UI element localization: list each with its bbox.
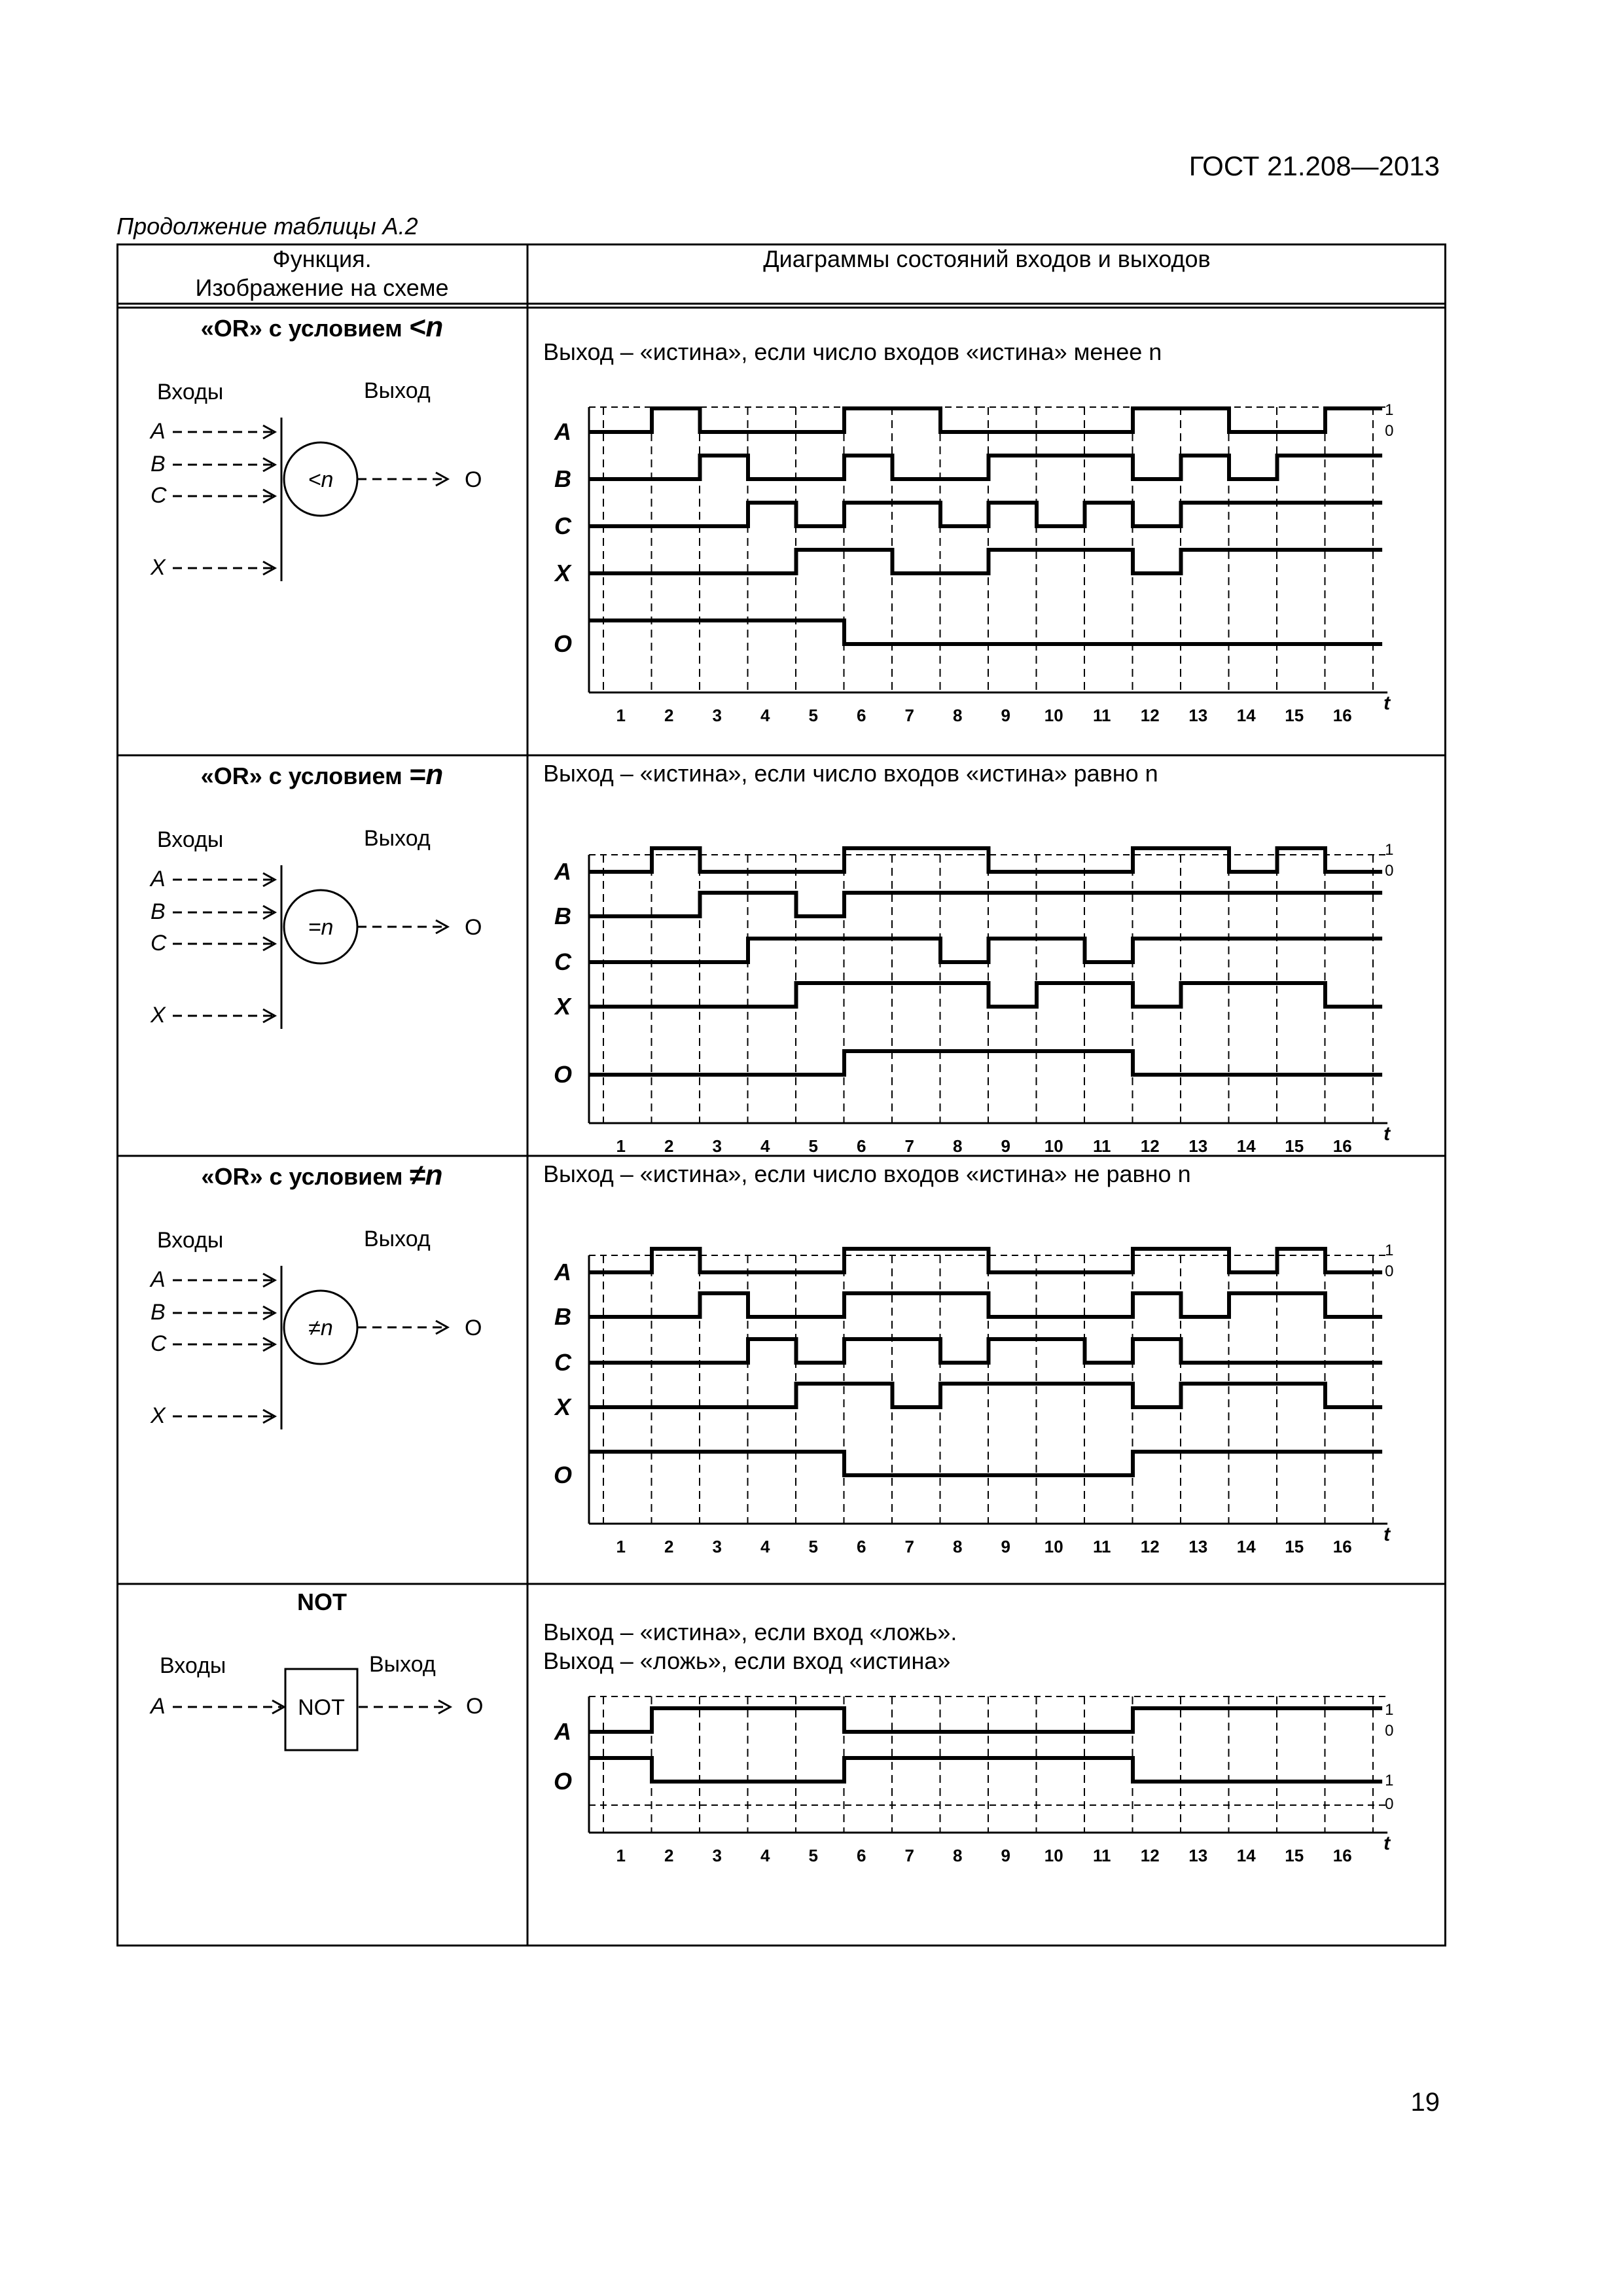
- level-1-label: 1: [1385, 1242, 1394, 1259]
- input-letter: C: [151, 1331, 167, 1356]
- tick-label: 16: [1332, 1846, 1352, 1865]
- tick-label: 15: [1285, 1537, 1304, 1556]
- tick-label: 12: [1140, 1537, 1160, 1556]
- gate-diagram: [149, 826, 482, 1029]
- tick-label: 14: [1236, 1846, 1256, 1865]
- signal-label-X: X: [554, 560, 571, 586]
- tick-label: 15: [1285, 1846, 1304, 1865]
- signal-label-A: A: [554, 418, 571, 445]
- signal-trace-O: [589, 1452, 1382, 1475]
- tick-label: 11: [1093, 706, 1111, 725]
- signal-label-A: A: [554, 858, 571, 885]
- timing-diagram: [554, 841, 1393, 1156]
- tick-label: 5: [808, 1136, 818, 1156]
- axis-t-label: t: [1383, 1833, 1391, 1854]
- output-letter: O: [465, 467, 482, 492]
- tick-label: 5: [808, 706, 818, 725]
- row-or-equal: [149, 759, 1393, 1156]
- header-col1-line2: Изображение на схеме: [195, 274, 449, 301]
- signal-trace-O: [589, 1758, 1382, 1782]
- table-frame: [116, 243, 1446, 1946]
- signal-label-O: O: [553, 630, 573, 657]
- level-0-label: 0: [1385, 862, 1394, 880]
- output-letter: O: [465, 915, 482, 940]
- input-letter: X: [151, 555, 166, 580]
- tick-label: 2: [664, 1136, 674, 1156]
- signal-label-C: C: [554, 512, 571, 539]
- timing-diagram: [554, 401, 1393, 725]
- signal-trace-A: [589, 408, 1382, 432]
- signal-label-B: B: [554, 465, 571, 492]
- input-letter: B: [151, 452, 166, 476]
- signal-trace-X: [589, 550, 1382, 573]
- signal-label-X: X: [554, 993, 571, 1020]
- tick-label: 4: [760, 706, 770, 725]
- tick-label: 13: [1188, 706, 1208, 725]
- signal-trace-B: [589, 1293, 1382, 1317]
- signal-trace-C: [589, 1339, 1382, 1363]
- gate-diagram: [149, 1227, 482, 1429]
- tick-label: 6: [857, 1136, 866, 1156]
- tick-label: 5: [808, 1846, 818, 1865]
- input-letter: C: [151, 931, 167, 956]
- tick-label: 2: [664, 1846, 674, 1865]
- output-label: Выход: [364, 378, 431, 403]
- timing-diagram: [554, 1242, 1393, 1556]
- gost-table: [116, 243, 1446, 1946]
- tick-label: 1: [616, 1537, 626, 1556]
- gate-diagram: [149, 378, 482, 581]
- tick-label: 2: [664, 1537, 674, 1556]
- level-0-label: 0: [1385, 1722, 1394, 1740]
- document-code: ГОСТ 21.208—2013: [1188, 151, 1440, 181]
- tick-label: 6: [857, 1846, 866, 1865]
- signal-trace-O: [589, 620, 1382, 644]
- row-or-not-equal: [149, 1159, 1393, 1556]
- tick-label: 11: [1093, 1537, 1111, 1556]
- input-letter: X: [151, 1403, 166, 1428]
- table-caption: Продолжение таблицы А.2: [116, 213, 418, 240]
- signal-label-B: B: [554, 903, 571, 929]
- inputs-label: Входы: [157, 1228, 224, 1253]
- not-gate-diagram: [149, 1652, 483, 1750]
- tick-label: 7: [904, 1136, 914, 1156]
- tick-label: 4: [760, 1136, 770, 1156]
- signal-label-C: C: [554, 1349, 571, 1376]
- tick-label: 11: [1093, 1846, 1111, 1865]
- axis-t-label: t: [1383, 692, 1391, 714]
- output-letter: O: [466, 1694, 484, 1719]
- row-description: Выход – «истина», если число входов «истина» не равно n: [543, 1160, 1191, 1187]
- tick-label: 3: [712, 1537, 722, 1556]
- tick-label: 12: [1140, 706, 1160, 725]
- tick-label: 4: [760, 1537, 770, 1556]
- row-description: Выход – «истина», если число входов «истина» равно n: [543, 760, 1158, 787]
- tick-label: 3: [712, 1846, 722, 1865]
- header-col1-line1: Функция.: [272, 245, 372, 272]
- tick-label: 12: [1140, 1136, 1160, 1156]
- gate-symbol: =n: [308, 915, 334, 940]
- inputs-label: Входы: [157, 827, 224, 852]
- input-letter: A: [151, 1267, 166, 1292]
- tick-label: 3: [712, 1136, 722, 1156]
- signal-label-O: O: [553, 1061, 573, 1088]
- tick-label: 12: [1140, 1846, 1160, 1865]
- input-letter: B: [151, 1300, 166, 1325]
- tick-label: 1: [616, 706, 626, 725]
- tick-label: 11: [1093, 1136, 1111, 1156]
- gate-symbol: ≠n: [308, 1316, 333, 1340]
- signal-label-A: A: [554, 1718, 571, 1745]
- tick-label: 7: [904, 1537, 914, 1556]
- signal-trace-X: [589, 1384, 1382, 1407]
- signal-label-O: O: [553, 1768, 573, 1795]
- input-letter: A: [151, 1694, 166, 1719]
- tick-label: 5: [808, 1537, 818, 1556]
- signal-label-A: A: [554, 1259, 571, 1285]
- tick-label: 9: [1001, 706, 1010, 725]
- tick-label: 9: [1001, 1846, 1010, 1865]
- tick-label: 9: [1001, 1136, 1010, 1156]
- row-description-line1: Выход – «истина», если вход «ложь».: [543, 1619, 957, 1645]
- row-title: «OR» с условием =n: [200, 759, 444, 791]
- tick-label: 10: [1044, 1846, 1063, 1865]
- signal-trace-X: [589, 983, 1382, 1007]
- input-letter: X: [151, 1003, 166, 1028]
- tick-label: 2: [664, 706, 674, 725]
- axis-t-label: t: [1383, 1524, 1391, 1545]
- signal-trace-B: [589, 893, 1382, 916]
- signal-label-X: X: [554, 1393, 571, 1420]
- tick-label: 8: [953, 1136, 963, 1156]
- tick-label: 14: [1236, 1136, 1256, 1156]
- output-label: Выход: [364, 1227, 431, 1251]
- level-1-label: 1: [1385, 1772, 1394, 1789]
- tick-label: 4: [760, 1846, 770, 1865]
- signal-trace-C: [589, 503, 1382, 526]
- signal-trace-A: [589, 1708, 1382, 1732]
- row-title: «OR» с условием ≠n: [201, 1159, 443, 1191]
- tick-label: 14: [1236, 706, 1256, 725]
- gate-symbol: <n: [308, 467, 334, 492]
- inputs-label: Входы: [157, 380, 224, 404]
- tick-label: 8: [953, 1537, 963, 1556]
- level-0-label: 0: [1385, 1795, 1394, 1813]
- input-letter: B: [151, 899, 166, 924]
- header-col2: Диаграммы состояний входов и выходов: [763, 245, 1211, 272]
- signal-trace-C: [589, 939, 1382, 962]
- tick-label: 10: [1044, 706, 1063, 725]
- inputs-label: Входы: [160, 1653, 226, 1678]
- signal-trace-A: [589, 1249, 1382, 1272]
- tick-label: 13: [1188, 1846, 1208, 1865]
- level-0-label: 0: [1385, 422, 1394, 440]
- level-0-label: 0: [1385, 1263, 1394, 1280]
- tick-label: 8: [953, 1846, 963, 1865]
- signal-label-O: O: [553, 1462, 573, 1488]
- axis-t-label: t: [1383, 1123, 1391, 1145]
- page-number: 19: [1410, 2088, 1440, 2117]
- tick-label: 16: [1332, 1136, 1352, 1156]
- tick-label: 13: [1188, 1136, 1208, 1156]
- signal-label-B: B: [554, 1303, 571, 1330]
- tick-label: 13: [1188, 1537, 1208, 1556]
- row-title: «OR» с условием <n: [200, 311, 444, 343]
- signal-label-C: C: [554, 948, 571, 975]
- signal-trace-O: [589, 1051, 1382, 1075]
- tick-label: 16: [1332, 706, 1352, 725]
- output-letter: O: [465, 1316, 482, 1340]
- tick-label: 1: [616, 1846, 626, 1865]
- row-title: NOT: [297, 1588, 347, 1615]
- tick-label: 6: [857, 1537, 866, 1556]
- tick-label: 1: [616, 1136, 626, 1156]
- level-1-label: 1: [1385, 1701, 1394, 1719]
- tick-label: 3: [712, 706, 722, 725]
- tick-label: 7: [904, 706, 914, 725]
- signal-trace-B: [589, 456, 1382, 479]
- row-description-line2: Выход – «ложь», если вход «истина»: [543, 1647, 951, 1674]
- timing-diagram: [554, 1696, 1393, 1865]
- level-1-label: 1: [1385, 841, 1394, 859]
- tick-label: 10: [1044, 1136, 1063, 1156]
- tick-label: 7: [904, 1846, 914, 1865]
- tick-label: 15: [1285, 1136, 1304, 1156]
- input-letter: A: [151, 867, 166, 891]
- tick-label: 10: [1044, 1537, 1063, 1556]
- tick-label: 14: [1236, 1537, 1256, 1556]
- level-1-label: 1: [1385, 401, 1394, 419]
- tick-label: 6: [857, 706, 866, 725]
- tick-label: 16: [1332, 1537, 1352, 1556]
- tick-label: 8: [953, 706, 963, 725]
- input-letter: C: [151, 483, 167, 508]
- tick-label: 15: [1285, 706, 1304, 725]
- tick-label: 9: [1001, 1537, 1010, 1556]
- row-not: [149, 1588, 1393, 1865]
- output-label: Выход: [369, 1652, 436, 1677]
- row-or-less: [149, 311, 1393, 725]
- output-label: Выход: [364, 826, 431, 851]
- row-description: Выход – «истина», если число входов «истина» менее n: [543, 338, 1162, 365]
- signal-trace-A: [589, 848, 1382, 872]
- input-letter: A: [151, 419, 166, 444]
- gate-symbol: NOT: [298, 1695, 345, 1720]
